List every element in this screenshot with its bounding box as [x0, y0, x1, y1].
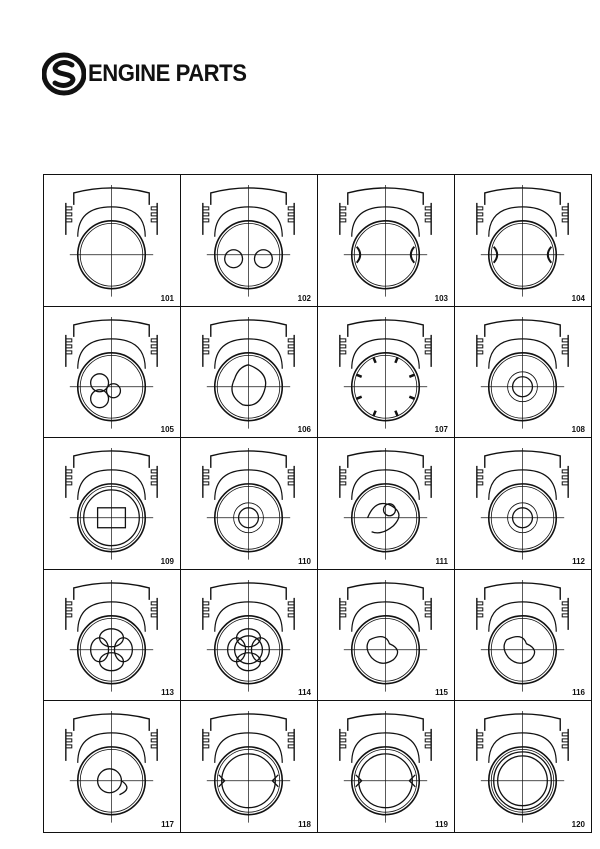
piston-drawing: [455, 570, 591, 701]
part-number: 101: [160, 293, 174, 303]
catalog-item: [44, 570, 181, 702]
part-number: 114: [298, 688, 311, 698]
piston-drawing: [455, 701, 591, 832]
piston-drawing: [181, 307, 317, 438]
catalog-item: [44, 175, 181, 307]
piston-drawing: [44, 438, 180, 569]
piston-drawing: [181, 438, 317, 569]
catalog-item: [318, 701, 455, 833]
catalog-item: [181, 307, 318, 439]
catalog-item: [455, 307, 592, 439]
part-number: 120: [571, 820, 585, 829]
catalog-item: [455, 701, 592, 833]
piston-drawing: [318, 307, 454, 438]
es-logo-icon: [42, 52, 86, 96]
catalog-item: [318, 175, 455, 307]
part-number: 109: [160, 556, 174, 566]
part-number: 108: [571, 425, 585, 435]
part-number: 102: [297, 293, 311, 303]
part-number: 105: [160, 425, 174, 435]
catalog-item: [455, 570, 592, 702]
part-number: 116: [572, 688, 585, 698]
catalog-item: [455, 438, 592, 570]
piston-drawing: [44, 570, 180, 701]
part-number: 112: [572, 556, 585, 566]
brand-logo: [42, 52, 260, 96]
piston-drawing: [44, 701, 180, 832]
part-number: 104: [571, 293, 585, 303]
catalog-item: [44, 307, 181, 439]
catalog-item: [44, 701, 181, 833]
piston-drawing: [455, 307, 591, 438]
piston-drawing: [318, 570, 454, 701]
piston-drawing: [455, 438, 591, 569]
piston-drawing: [44, 175, 180, 306]
brand-name: ENGINE PARTS: [88, 60, 247, 87]
part-number: 111: [435, 556, 448, 566]
piston-drawing: [181, 701, 317, 832]
piston-drawing: [181, 570, 317, 701]
catalog-item: [181, 175, 318, 307]
part-number: 113: [161, 688, 174, 698]
catalog-item: [318, 570, 455, 702]
catalog-item: [455, 175, 592, 307]
part-number: 110: [298, 556, 311, 566]
piston-drawing: [318, 701, 454, 832]
catalog-item: [318, 307, 455, 439]
piston-drawing: [44, 307, 180, 438]
catalog-item: [44, 438, 181, 570]
piston-drawing: [455, 175, 591, 306]
piston-drawing: [318, 438, 454, 569]
part-number: 117: [161, 820, 174, 829]
part-number: 119: [435, 820, 448, 829]
piston-drawing: [181, 175, 317, 306]
part-number: 118: [298, 820, 311, 829]
catalog-item: [181, 438, 318, 570]
catalog-item: [318, 438, 455, 570]
part-number: 103: [434, 293, 448, 303]
catalog-item: [181, 701, 318, 833]
piston-drawing: [318, 175, 454, 306]
part-number: 107: [434, 425, 448, 435]
part-number: 115: [435, 688, 448, 698]
catalog-item: [181, 570, 318, 702]
part-number: 106: [297, 425, 311, 435]
piston-catalog-grid: [43, 174, 592, 833]
